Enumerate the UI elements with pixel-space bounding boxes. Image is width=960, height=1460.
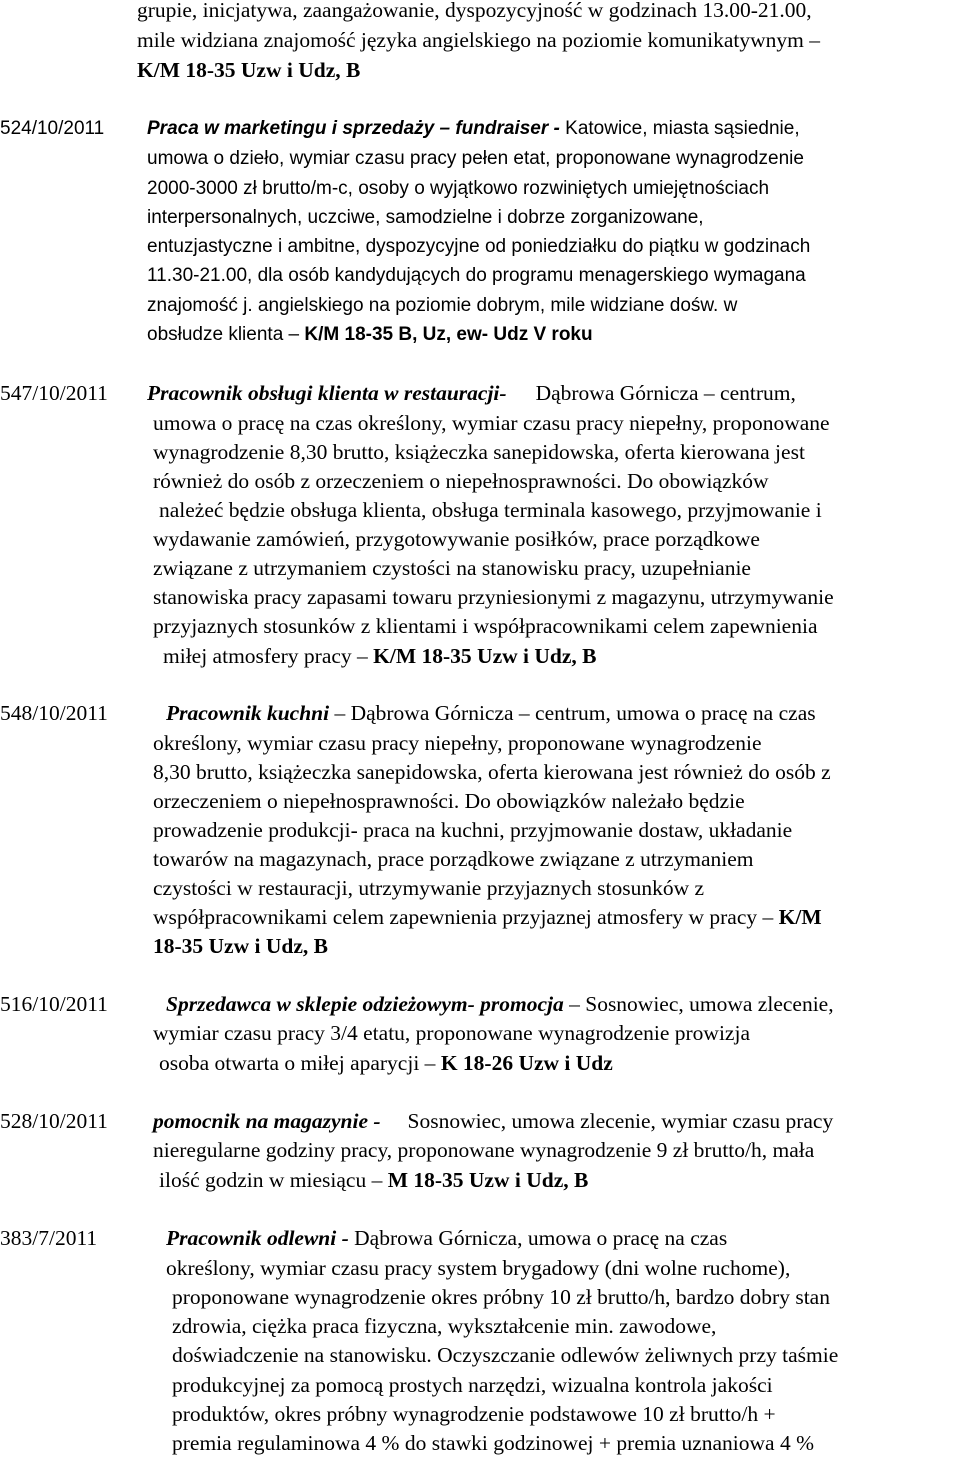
offer-line: przyjaznych stosunków z klientami i współpracownikami celem zapewnienia bbox=[153, 614, 818, 638]
offer-line: umowa o dzieło, wymiar czasu pracy pełen etat, proponowane wynagrodzenie bbox=[147, 148, 804, 169]
offer-requirements-code: M 18-35 Uzw i Udz, B bbox=[387, 1168, 589, 1192]
offer-line: określony, wymiar czasu pracy system brygadowy (dni wolne ruchome), bbox=[166, 1256, 791, 1280]
offer-line: produkcyjnej za pomocą prostych narzędzi, wizualna kontrola jakości bbox=[172, 1373, 773, 1397]
offer-text: miłej atmosfery pracy – bbox=[163, 644, 374, 668]
offer-number: 383/7/2011 bbox=[0, 1226, 98, 1250]
offer-line: interpersonalnych, uczciwe, samodzielne i dobrze zorganizowane, bbox=[147, 207, 704, 228]
offer-line: należeć będzie obsługa klienta, obsługa terminala kasowego, przyjmowanie i bbox=[159, 498, 822, 522]
offer-line-code bbox=[153, 907, 822, 929]
offer-text: – Sosnowiec, umowa zlecenie, bbox=[563, 992, 834, 1016]
offer-line-code bbox=[163, 646, 597, 668]
offer-line-code bbox=[159, 1053, 613, 1075]
offer-title-line bbox=[153, 1111, 833, 1133]
offer-line: wynagrodzenie 8,30 brutto, książeczka sanepidowska, oferta kierowana jest bbox=[153, 440, 805, 464]
offer-requirements-code: K/M bbox=[778, 905, 822, 929]
offer-line: wymiar czasu pracy 3/4 etatu, proponowane wynagrodzenie prowizja bbox=[153, 1021, 750, 1045]
offer-text: Dąbrowa Górnicza – centrum, bbox=[535, 381, 796, 405]
intro-line-2: mile widziana znajomość języka angielskiego na poziomie komunikatywnym – bbox=[137, 28, 821, 52]
offer-text: – Dąbrowa Górnicza – centrum, umowa o pracę na czas bbox=[329, 701, 816, 725]
offer-number: 524/10/2011 bbox=[0, 118, 105, 139]
offer-requirements-code: K/M 18-35 B, Uz, ew- Udz V roku bbox=[304, 324, 593, 345]
offer-text: Dąbrowa Górnicza, umowa o pracę na czas bbox=[348, 1226, 728, 1250]
offer-line-code bbox=[159, 1170, 588, 1192]
offer-title-line bbox=[147, 119, 800, 138]
offer-requirements-code: K 18-26 Uzw i Udz bbox=[440, 1051, 613, 1075]
offer-text: współpracownikami celem zapewnienia przyjaznej atmosfery w pracy – bbox=[153, 905, 779, 929]
offer-line: określony, wymiar czasu pracy niepełny, proponowane wynagrodzenie bbox=[153, 731, 762, 755]
offer-title: Praca w marketingu i sprzedaży – fundraiser - bbox=[147, 118, 560, 139]
offer-title: Pracownik kuchni bbox=[166, 701, 330, 725]
offer-line: umowa o pracę na czas określony, wymiar czasu pracy niepełny, proponowane bbox=[153, 411, 830, 435]
offer-requirements-code: K/M 18-35 Uzw i Udz, B bbox=[373, 644, 597, 668]
offer-line: czystości w restauracji, utrzymywanie przyjaznych stosunków z bbox=[153, 876, 705, 900]
offer-text: Sosnowiec, umowa zlecenie, wymiar czasu pracy bbox=[407, 1109, 834, 1133]
offer-line: 11.30-21.00, dla osób kandydujących do programu menagerskiego wymagana bbox=[147, 265, 806, 286]
offer-title-line bbox=[166, 994, 834, 1016]
offer-line: entuzjastyczne i ambitne, dyspozycyjne od poniedziałku do piątku w godzinach bbox=[147, 236, 811, 257]
offer-title-line bbox=[147, 383, 796, 405]
offer-text: ilość godzin w miesiącu – bbox=[159, 1168, 388, 1192]
offer-line: towarów na magazynach, prace porządkowe związane z utrzymaniem bbox=[153, 847, 754, 871]
offer-text: obsłudze klienta – bbox=[147, 324, 305, 345]
offer-line: związane z utrzymaniem czystości na stanowisku pracy, uzupełnianie bbox=[153, 556, 751, 580]
offer-title-line bbox=[166, 1228, 727, 1250]
offer-text: Katowice, miasta sąsiednie, bbox=[559, 118, 800, 139]
offer-title: Pracownik odlewni - bbox=[166, 1226, 349, 1250]
offer-title-line bbox=[166, 703, 816, 725]
offer-line: premia regulaminowa 4 % do stawki godzinowej + premia uznaniowa 4 % bbox=[172, 1431, 815, 1455]
offer-line: 8,30 brutto, książeczka sanepidowska, oferta kierowana jest również do osób z bbox=[153, 760, 831, 784]
offer-number: 548/10/2011 bbox=[0, 701, 108, 725]
offer-line: orzeczeniem o niepełnosprawności. Do obowiązków należało będzie bbox=[153, 789, 745, 813]
offer-line: wydawanie zamówień, przygotowywanie posiłków, prace porządkowe bbox=[153, 527, 760, 551]
offer-title: Sprzedawca w sklepie odzieżowym- promocja bbox=[166, 992, 564, 1016]
offer-line: proponowane wynagrodzenie okres próbny 10 zł brutto/h, bardzo dobry stan bbox=[172, 1285, 830, 1309]
offer-line: stanowiska pracy zapasami towaru przyniesionymi z magazynu, utrzymywanie bbox=[153, 585, 834, 609]
offer-number: 528/10/2011 bbox=[0, 1109, 108, 1133]
offer-line: 2000-3000 zł brutto/m-c, osoby o wyjątkowo rozwiniętych umiejętnościach bbox=[147, 178, 770, 199]
offer-title: pomocnik na magazynie - bbox=[153, 1109, 381, 1133]
intro-line-1: grupie, inicjatywa, zaangażowanie, dyspozycyjność w godzinach 13.00-21.00, bbox=[137, 0, 812, 22]
offer-number: 547/10/2011 bbox=[0, 381, 108, 405]
offer-line: zdrowia, ciężka praca fizyczna, wykształcenie min. zawodowe, bbox=[172, 1314, 717, 1338]
offer-line: również do osób z orzeczeniem o niepełnosprawności. Do obowiązków bbox=[153, 469, 769, 493]
offer-title: Pracownik obsługi klienta w restauracji- bbox=[147, 381, 507, 405]
offer-line: produktów, okres próbny wynagrodzenie podstawowe 10 zł brutto/h + bbox=[172, 1402, 776, 1426]
offer-line-code bbox=[147, 325, 593, 344]
offer-requirements-code: 18-35 Uzw i Udz, B bbox=[153, 934, 328, 958]
offer-text: osoba otwarta o miłej aparycji – bbox=[159, 1051, 441, 1075]
offer-line: nieregularne godziny pracy, proponowane wynagrodzenie 9 zł brutto/h, mała bbox=[153, 1138, 815, 1162]
offer-line: znajomość j. angielskiego na poziomie dobrym, mile widziane dośw. w bbox=[147, 295, 738, 316]
offer-line: prowadzenie produkcji- praca na kuchni, przyjmowanie dostaw, układanie bbox=[153, 818, 793, 842]
offer-line: doświadczenie na stanowisku. Oczyszczanie odlewów żeliwnych przy taśmie bbox=[172, 1343, 839, 1367]
intro-requirements-code: K/M 18-35 Uzw i Udz, B bbox=[137, 58, 361, 82]
offer-number: 516/10/2011 bbox=[0, 992, 108, 1016]
